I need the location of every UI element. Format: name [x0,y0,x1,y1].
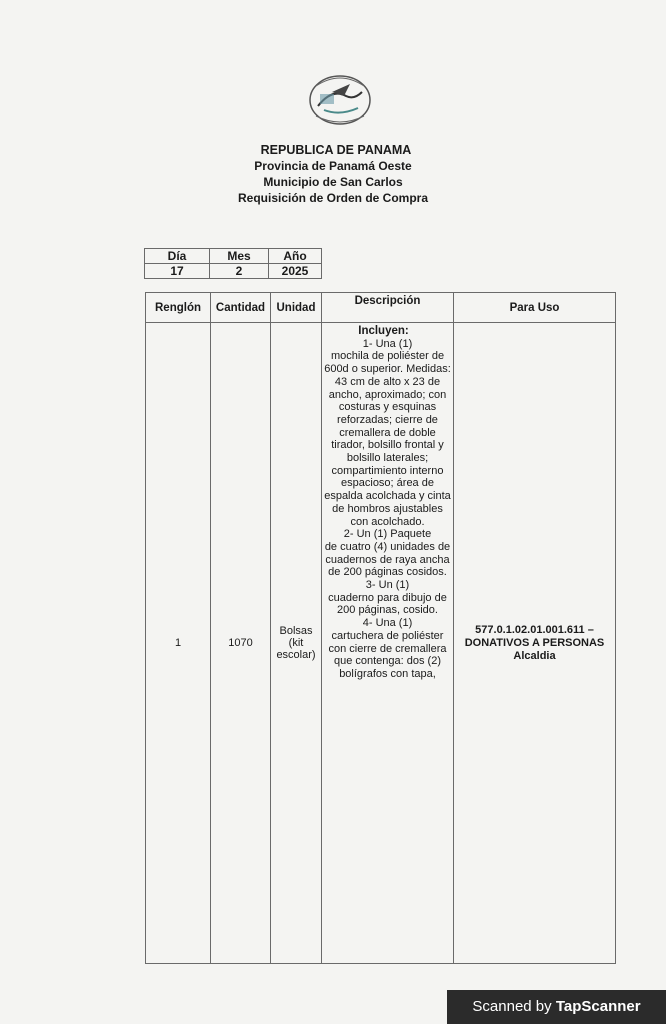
document-header [0,142,666,206]
watermark-prefix: Scanned by [472,998,552,1015]
item-4-head: 4- Una (1) [362,617,413,630]
watermark-brand: TapScanner [555,998,641,1015]
date-table [144,248,322,279]
date-year: 2025 [269,264,322,279]
item-4-body: cartuchera de poliéster con cierre de cremallera que contenga: dos (2) bolígrafos con tapa, [328,629,447,680]
cell-unidad: Bolsas (kit escolar) [271,323,322,964]
date-header-year: Año [269,249,322,264]
col-header-unidad: Unidad [271,293,322,323]
cell-descripcion [322,323,454,964]
header-document-title: Requisición de Orden de Compra [237,191,429,205]
requisition-table [145,292,616,964]
date-day: 17 [145,264,210,279]
table-header-row [146,293,616,323]
item-3-head: 3- Un (1) [365,579,410,592]
date-header-day: Día [145,249,210,264]
municipal-seal-icon [302,66,378,132]
col-header-renglon: Renglón [146,293,211,323]
header-municipality: Municipio de San Carlos [263,175,403,189]
date-header-month: Mes [210,249,269,264]
date-month: 2 [210,264,269,279]
scanner-watermark [447,990,666,1024]
header-country: REPUBLICA DE PANAMA [260,143,412,157]
item-3-body: cuaderno para dibujo de 200 páginas, cosido. [328,591,447,617]
item-2-head: 2- Un (1) Paquete [343,528,432,541]
item-1-body: mochila de poliéster de 600d o superior. Medidas: 43 cm de alto x 23 de ancho, aproximado; con costuras y esquinas reforzadas; cierre de cremallera de doble tirador, bolsillo frontal y bolsillo laterales; compartimiento interno espacioso; área de espalda acolchada y cinta de hombros ajustables con acolchado. [324,350,451,528]
item-2-body: de cuatro (4) unidades de cuadernos de raya ancha de 200 páginas cosidos. [324,540,451,579]
cell-renglon: 1 [146,323,211,964]
description-intro: Incluyen: [358,325,409,337]
item-1-head: 1- Una (1) [362,337,413,350]
col-header-cantidad: Cantidad [211,293,271,323]
col-header-para-uso: Para Uso [454,293,616,323]
header-province: Provincia de Panamá Oeste [254,159,412,173]
table-row [146,323,616,964]
cell-para-uso: 577.0.1.02.01.001.611 – DONATIVOS A PERSONAS Alcaldia [454,323,616,964]
col-header-descripcion: Descripción [322,293,454,323]
cell-cantidad: 1070 [211,323,271,964]
